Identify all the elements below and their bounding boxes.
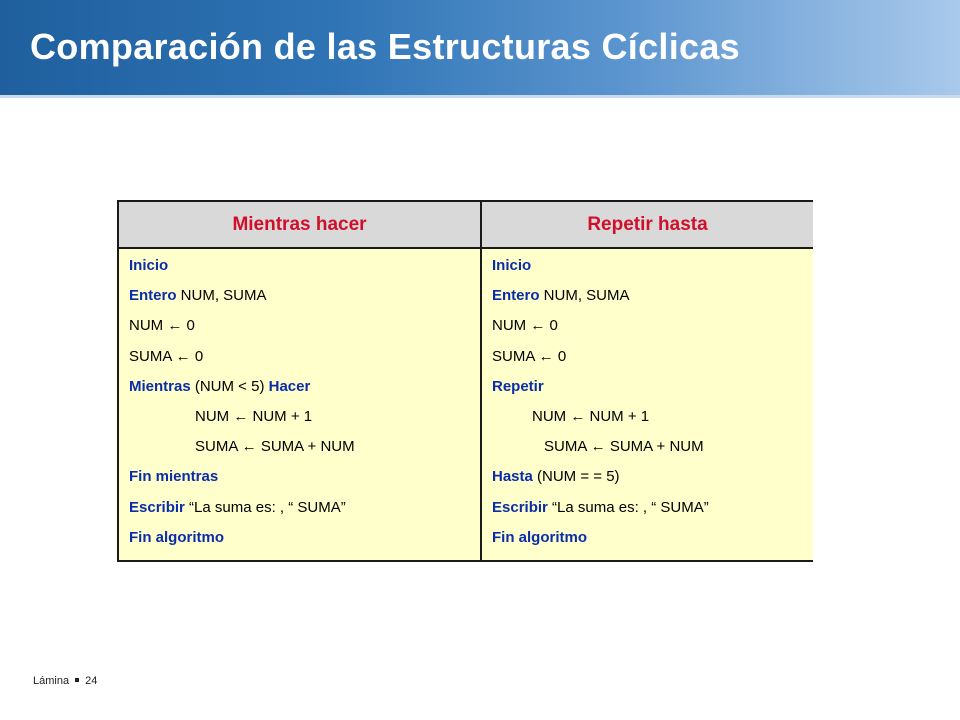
code-line-fin-algoritmo: Fin algoritmo [492, 528, 587, 546]
code-line-entero [492, 287, 813, 317]
code-line-escribir [129, 499, 480, 529]
table-header-mientras: Mientras hacer [119, 202, 482, 247]
code-text: (NUM = = 5) [532, 468, 620, 486]
keyword-mientras: Mientras [129, 377, 191, 395]
code-line-fin-mientras: Fin mientras [129, 468, 219, 486]
keyword-entero: Entero [492, 287, 540, 305]
code-line-num-init: NUM ← 0 [492, 317, 558, 335]
code-line-hasta [492, 468, 813, 498]
code-text: (NUM < 5) [190, 377, 269, 395]
mientras-hacer-column [119, 247, 482, 560]
code-line-inicio: Inicio [492, 257, 532, 274]
code-line-inicio: Inicio [129, 257, 169, 274]
code-line-fin-algoritmo: Fin algoritmo [129, 528, 224, 546]
repetir-hasta-column [482, 247, 813, 560]
code-line-num-inc: NUM ← NUM + 1 [195, 407, 313, 425]
code-line-suma-init: SUMA ← 0 [129, 347, 204, 365]
slide-title: Comparación de las Estructuras Cíclicas [30, 26, 740, 67]
code-line-suma-init: SUMA ← 0 [492, 347, 567, 365]
code-line-repetir: Repetir [492, 377, 544, 395]
bullet-square-icon [75, 678, 79, 682]
keyword-entero: Entero [129, 287, 177, 305]
code-text: NUM, SUMA [539, 287, 630, 305]
code-text: “La suma es: , “ SUMA” [547, 498, 709, 516]
slide-header-band [0, 0, 960, 98]
code-line-entero [129, 287, 480, 317]
slide-footer [33, 675, 97, 687]
keyword-hacer: Hacer [268, 377, 311, 395]
comparison-table [117, 200, 813, 562]
code-line-escribir [492, 499, 813, 529]
code-text: NUM, SUMA [176, 287, 267, 305]
code-line-num-inc: NUM ← NUM + 1 [532, 407, 650, 425]
keyword-escribir: Escribir [492, 498, 548, 516]
page-number: 24 [85, 675, 98, 687]
keyword-hasta: Hasta [492, 468, 533, 486]
code-text: “La suma es: , “ SUMA” [184, 498, 346, 516]
code-line-mientras [129, 378, 480, 408]
keyword-escribir: Escribir [129, 498, 185, 516]
table-header-repetir: Repetir hasta [482, 202, 813, 247]
footer-label: Lámina [33, 675, 70, 687]
code-line-num-init: NUM ← 0 [129, 317, 195, 335]
code-line-suma-inc: SUMA ← SUMA + NUM [195, 438, 355, 456]
code-line-suma-inc: SUMA ← SUMA + NUM [544, 438, 704, 456]
